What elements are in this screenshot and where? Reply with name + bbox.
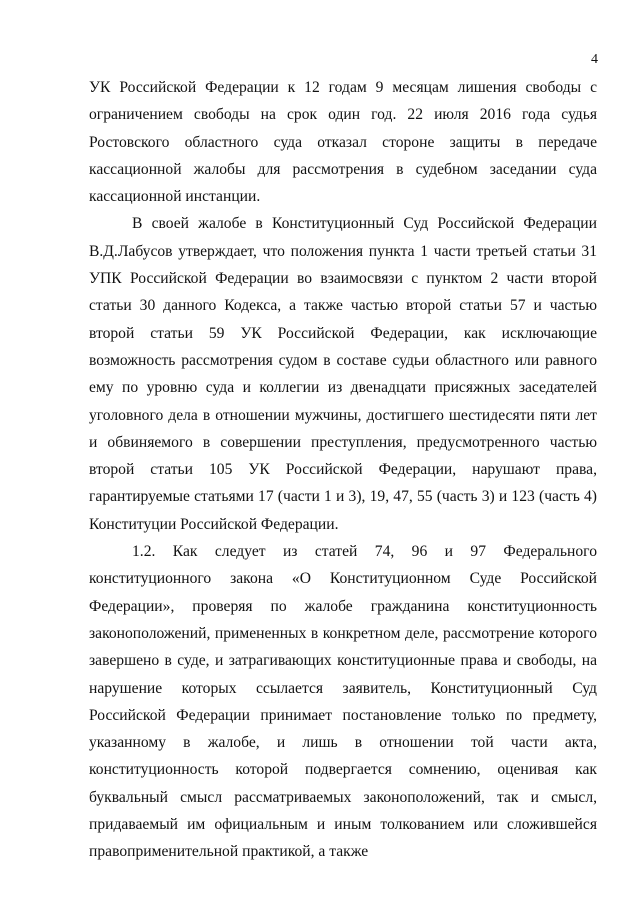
document-body — [89, 74, 597, 866]
paragraph-complaint: В своей жалобе в Конституционный Суд Российской Федерации В.Д.Лабусов утверждает, что положения пункта 1 части третьей статьи 31 УПК Российской Федерации во взаимосвязи с пунктом 2 части второй статьи 30 данного Кодекса, а также частью второй статьи 57 и частью второй статьи 59 УК Российской Федерации, как исключающие возможность рассмотрения судом в составе судьи областного или равного ему по уровню суда и коллегии из двенадцати присяжных заседателей уголовного дела в отношении мужчины, достигшего шестидесяти пяти лет и обвиняемого в совершении преступления, предусмотренного частью второй статьи 105 УК Российской Федерации, нарушают права, гарантируемые статьями 17 (части 1 и 3), 19, 47, 55 (часть 3) и 123 (часть 4) Конституции Российской Федерации. — [89, 215, 597, 533]
paragraph-section-1-2: 1.2. Как следует из статей 74, 96 и 97 Федерального конституционного закона «О Конституционном Суде Российской Федерации», проверяя по жалобе гражданина конституционность законоположений, примененных в конкретном деле, рассмотрение которого завершено в суде, и затрагивающих конституционные права и свободы, на нарушение которых ссылается заявитель, Конституционный Суд Российской Федерации принимает постановление только по предмету, указанному в жалобе, и лишь в отношении той части акта, конституционность которой подвергается сомнению, оценивая как буквальный смысл рассматриваемых законоположений, так и смысл, придаваемый им официальным и иным толкованием или сложившейся правоприменительной практикой, а также — [89, 543, 597, 861]
paragraph-continuation: УК Российской Федерации к 12 годам 9 месяцам лишения свободы с ограничением свободы на срок один год. 22 июля 2016 года судья Ростовского областного суда отказал стороне защиты в передаче кассационной жалобы для рассмотрения в судебном заседании суда кассационной инстанции. — [89, 79, 597, 206]
page-number: 4 — [591, 52, 598, 67]
